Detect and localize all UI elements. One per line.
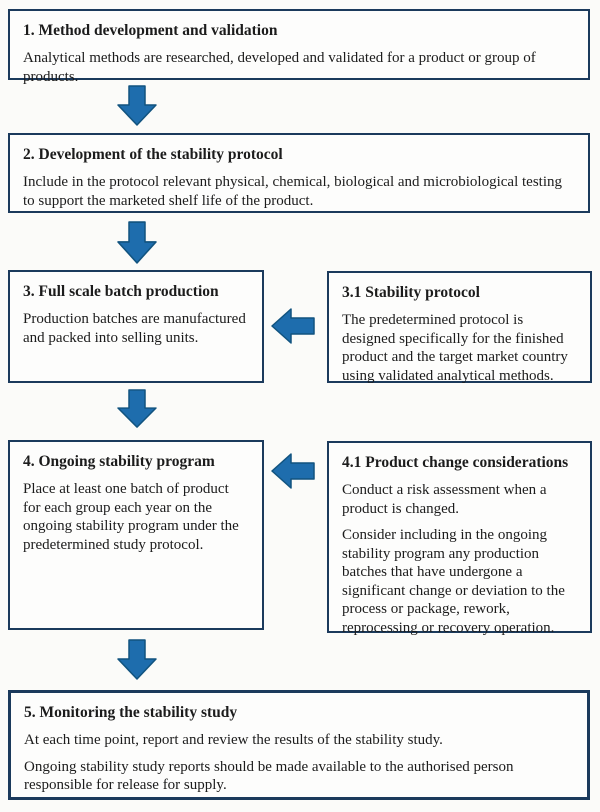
- left-arrow-icon: [271, 307, 315, 345]
- box-text: Consider including in the ongoing stability program any production batches that have undergone a significant change or deviation to the process or package, rework, reprocessing or recovery operation.: [342, 527, 565, 636]
- box-title: 1. Method development and validation: [23, 22, 278, 39]
- down-arrow-icon: [115, 221, 159, 265]
- box-text: Place at least one batch of product for each group each year on the ongoing stability program under the predetermined study protocol.: [23, 481, 239, 553]
- box-title: 4. Ongoing stability program: [23, 453, 215, 470]
- box-title: 3.1 Stability protocol: [342, 284, 480, 301]
- box-stability-protocol: [327, 271, 592, 383]
- box-product-change-considerations: [327, 441, 592, 636]
- box-title: 2. Development of the stability protocol: [23, 146, 283, 163]
- box-ongoing-stability-program: [8, 440, 264, 630]
- box-title: 4.1 Product change considerations: [342, 454, 569, 471]
- box-batch-production: [8, 270, 264, 383]
- box-text: Conduct a risk assessment when a product is changed.: [342, 482, 547, 517]
- down-arrow-icon: [115, 389, 159, 429]
- box-text: The predetermined protocol is designed specifically for the finished product and the target market country using validated analytical methods.: [342, 312, 568, 384]
- box-text: Analytical methods are researched, developed and validated for a product or group of products.: [23, 50, 536, 85]
- box-title: 3. Full scale batch production: [23, 283, 219, 300]
- box-monitoring-stability-study: [8, 690, 590, 800]
- box-method-development: [8, 9, 590, 85]
- down-arrow-icon: [115, 639, 159, 681]
- box-text: At each time point, report and review the results of the stability study.: [24, 732, 443, 748]
- box-stability-protocol-development: [8, 133, 590, 213]
- box-text: Ongoing stability study reports should be made available to the authorised person responsible for release for supply.: [24, 758, 514, 793]
- down-arrow-icon: [115, 85, 159, 127]
- left-arrow-icon: [271, 452, 315, 490]
- box-title: 5. Monitoring the stability study: [24, 704, 238, 721]
- box-text: Production batches are manufactured and packed into selling units.: [23, 311, 246, 346]
- box-text: Include in the protocol relevant physical, chemical, biological and microbiological testing to support the marketed shelf life of the product.: [23, 174, 562, 209]
